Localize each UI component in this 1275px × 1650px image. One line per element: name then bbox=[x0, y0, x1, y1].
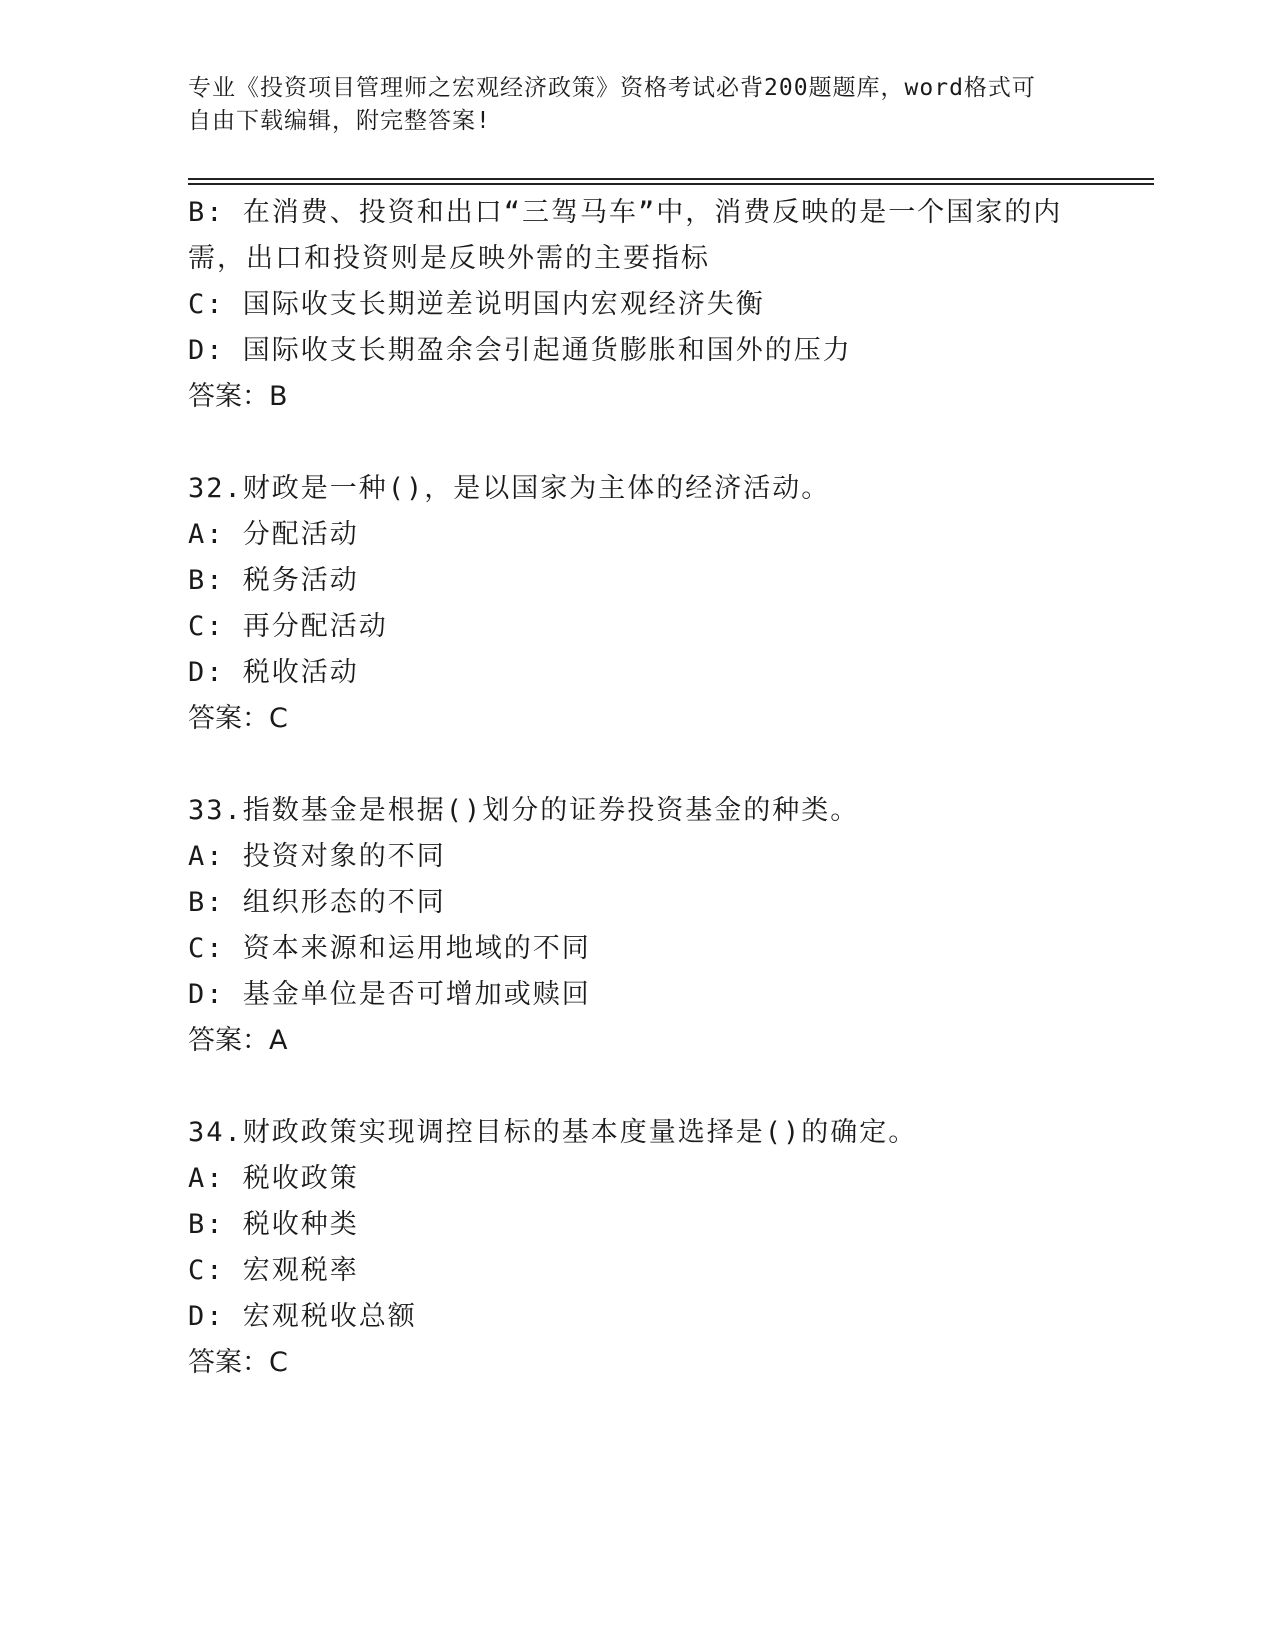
document-header bbox=[188, 72, 1068, 138]
question-33 bbox=[188, 788, 1088, 1064]
option-b-line-1: B: 在消费、投资和出口“三驾马车”中，消费反映的是一个国家的内 bbox=[188, 197, 1063, 228]
option-d: D: 税收活动 bbox=[188, 657, 359, 688]
option-c: C: 资本来源和运用地域的不同 bbox=[188, 933, 591, 964]
answer-line: 答案：A bbox=[188, 1025, 288, 1056]
question-34 bbox=[188, 1110, 1088, 1386]
option-b: B: 税务活动 bbox=[188, 565, 359, 596]
question-stem: 33.指数基金是根据()划分的证券投资基金的种类。 bbox=[188, 795, 860, 826]
question-stem: 32.财政是一种()，是以国家为主体的经济活动。 bbox=[188, 473, 831, 504]
header-line-1: 专业《投资项目管理师之宏观经济政策》资格考试必背200题题库，word格式可 bbox=[188, 75, 1036, 101]
spacer bbox=[188, 742, 1088, 788]
question-stem: 34.财政政策实现调控目标的基本度量选择是()的确定。 bbox=[188, 1117, 918, 1148]
option-d: D: 国际收支长期盈余会引起通货膨胀和国外的压力 bbox=[188, 335, 852, 366]
header-rule-top bbox=[188, 178, 1154, 180]
option-b-line-2: 需，出口和投资则是反映外需的主要指标 bbox=[188, 243, 710, 274]
answer-line: 答案：C bbox=[188, 1347, 288, 1378]
option-d: D: 宏观税收总额 bbox=[188, 1301, 417, 1332]
header-rule-bottom bbox=[188, 183, 1154, 185]
spacer bbox=[188, 420, 1088, 466]
option-c: C: 再分配活动 bbox=[188, 611, 388, 642]
option-b: B: 税收种类 bbox=[188, 1209, 359, 1240]
question-content bbox=[188, 190, 1088, 1386]
answer-line: 答案：C bbox=[188, 703, 288, 734]
header-line-2: 自由下载编辑，附完整答案! bbox=[188, 108, 491, 134]
answer-line: 答案：B bbox=[188, 381, 288, 412]
option-a: A: 投资对象的不同 bbox=[188, 841, 446, 872]
option-c: C: 宏观税率 bbox=[188, 1255, 359, 1286]
option-d: D: 基金单位是否可增加或赎回 bbox=[188, 979, 591, 1010]
continued-question bbox=[188, 190, 1088, 420]
question-32 bbox=[188, 466, 1088, 742]
option-a: A: 税收政策 bbox=[188, 1163, 359, 1194]
option-b: B: 组织形态的不同 bbox=[188, 887, 446, 918]
spacer bbox=[188, 1064, 1088, 1110]
option-a: A: 分配活动 bbox=[188, 519, 359, 550]
option-c: C: 国际收支长期逆差说明国内宏观经济失衡 bbox=[188, 289, 765, 320]
